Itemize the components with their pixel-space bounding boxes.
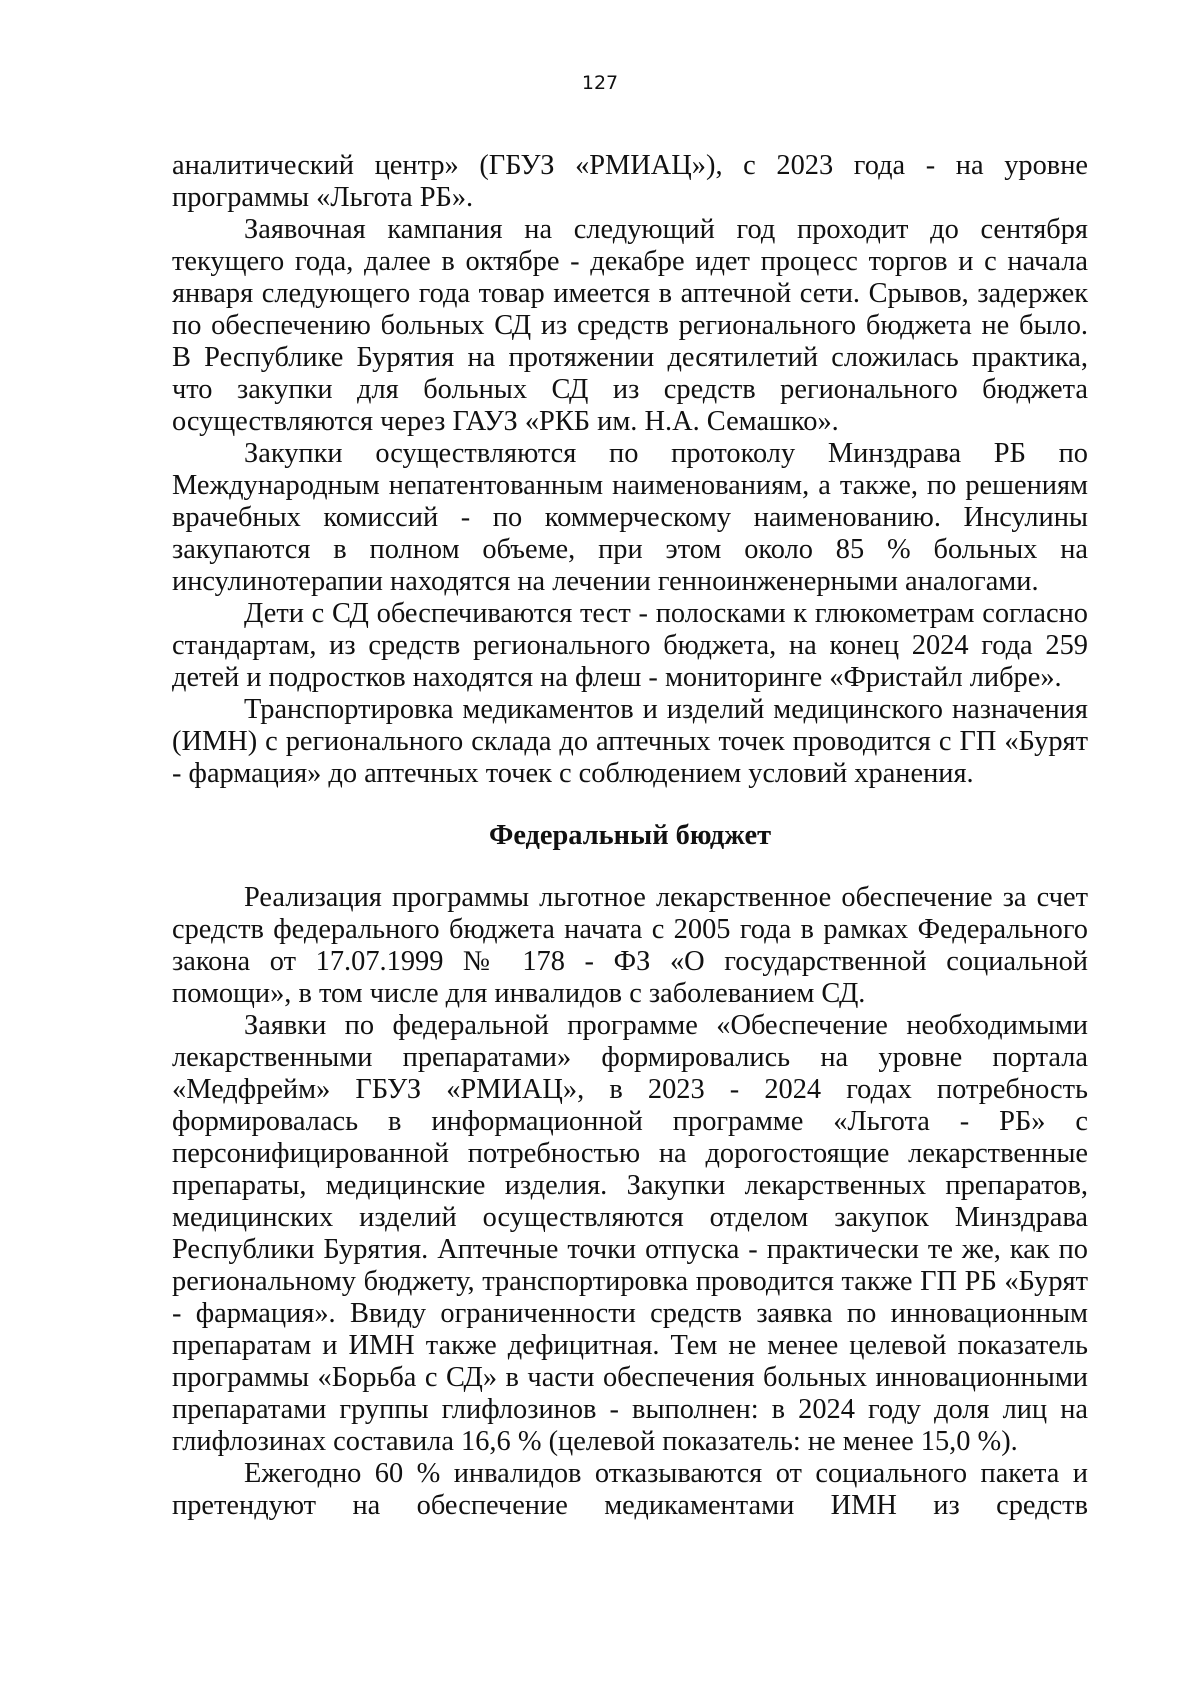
section-heading-federal-budget: Федеральный бюджет xyxy=(488,820,772,851)
paragraph-continuation: аналитический центр» (ГБУЗ «РМИАЦ»), с 2023 года - на уровне программы «Льгота РБ». xyxy=(172,150,1088,213)
paragraph-application-campaign: Заявочная кампания на следующий год проходит до сентября текущего года, далее в октябре - декабре идет процесс торгов и с начала января следующего года товар имеется в аптечной сети. Срывов, задержек по обеспечению больных СД из средств регионального бюджета не было. В Республике Бурятия на протяжении десятилетий сложилась практика, что закупки для больных СД из средств регионального бюджета осуществляются через ГАУЗ «РКБ им. Н.А. Семашко». xyxy=(172,214,1088,437)
paragraph-transportation: Транспортировка медикаментов и изделий медицинского назначения (ИМН) с регионального склада до аптечных точек проводится с ГП «Бурят - фармация» до аптечных точек с соблюдением условий хранения. xyxy=(172,694,1088,789)
paragraph-procurement-protocol: Закупки осуществляются по протоколу Минздрава РБ по Международным непатентованным наименованиям, а также, по решениям врачебных комиссий - по коммерческому наименованию. Инсулины закупаются в полном объеме, при этом около 85 % больных на инсулинотерапии находятся на лечении генноинженерными аналогами. xyxy=(172,438,1088,597)
paragraph-federal-program-start: Реализация программы льготное лекарственное обеспечение за счет средств федерального бюджета начата с 2005 года в рамках Федерального закона от 17.07.1999 № 178 - ФЗ «О государственной социальной помощи», в том числе для инвалидов с заболеванием СД. xyxy=(172,882,1088,1009)
paragraph-children-test-strips: Дети с СД обеспечиваются тест - полосками к глюкометрам согласно стандартам, из средств регионального бюджета, на конец 2024 года 259 детей и подростков находятся на флеш - мониторинге «Фристайл либре». xyxy=(172,598,1088,693)
paragraph-social-package-refusal: Ежегодно 60 % инвалидов отказываются от социального пакета и претендуют на обеспечение медикаментами ИМН из средств xyxy=(172,1458,1088,1521)
page-number: 127 xyxy=(581,72,619,94)
paragraph-federal-applications: Заявки по федеральной программе «Обеспечение необходимыми лекарственными препаратами» формировались на уровне портала «Медфрейм» ГБУЗ «РМИАЦ», в 2023 - 2024 годах потребность формировалась в информационной программе «Льгота - РБ» с персонифицированной потребностью на дорогостоящие лекарственные препараты, медицинские изделия. Закупки лекарственных препаратов, медицинских изделий осуществляются отделом закупок Минздрава Республики Бурятия. Аптечные точки отпуска - практически те же, как по региональному бюджету, транспортировка проводится также ГП РБ «Бурят - фармация». Ввиду ограниченности средств заявка по инновационным препаратам и ИМН также дефицитная. Тем не менее целевой показатель программы «Борьба с СД» в части обеспечения больных инновационными препаратами группы глифлозинов - выполнен: в 2024 году доля лиц на глифлозинах составила 16,6 % (целевой показатель: не менее 15,0 %). xyxy=(172,1010,1088,1457)
document-body xyxy=(172,150,1088,1522)
